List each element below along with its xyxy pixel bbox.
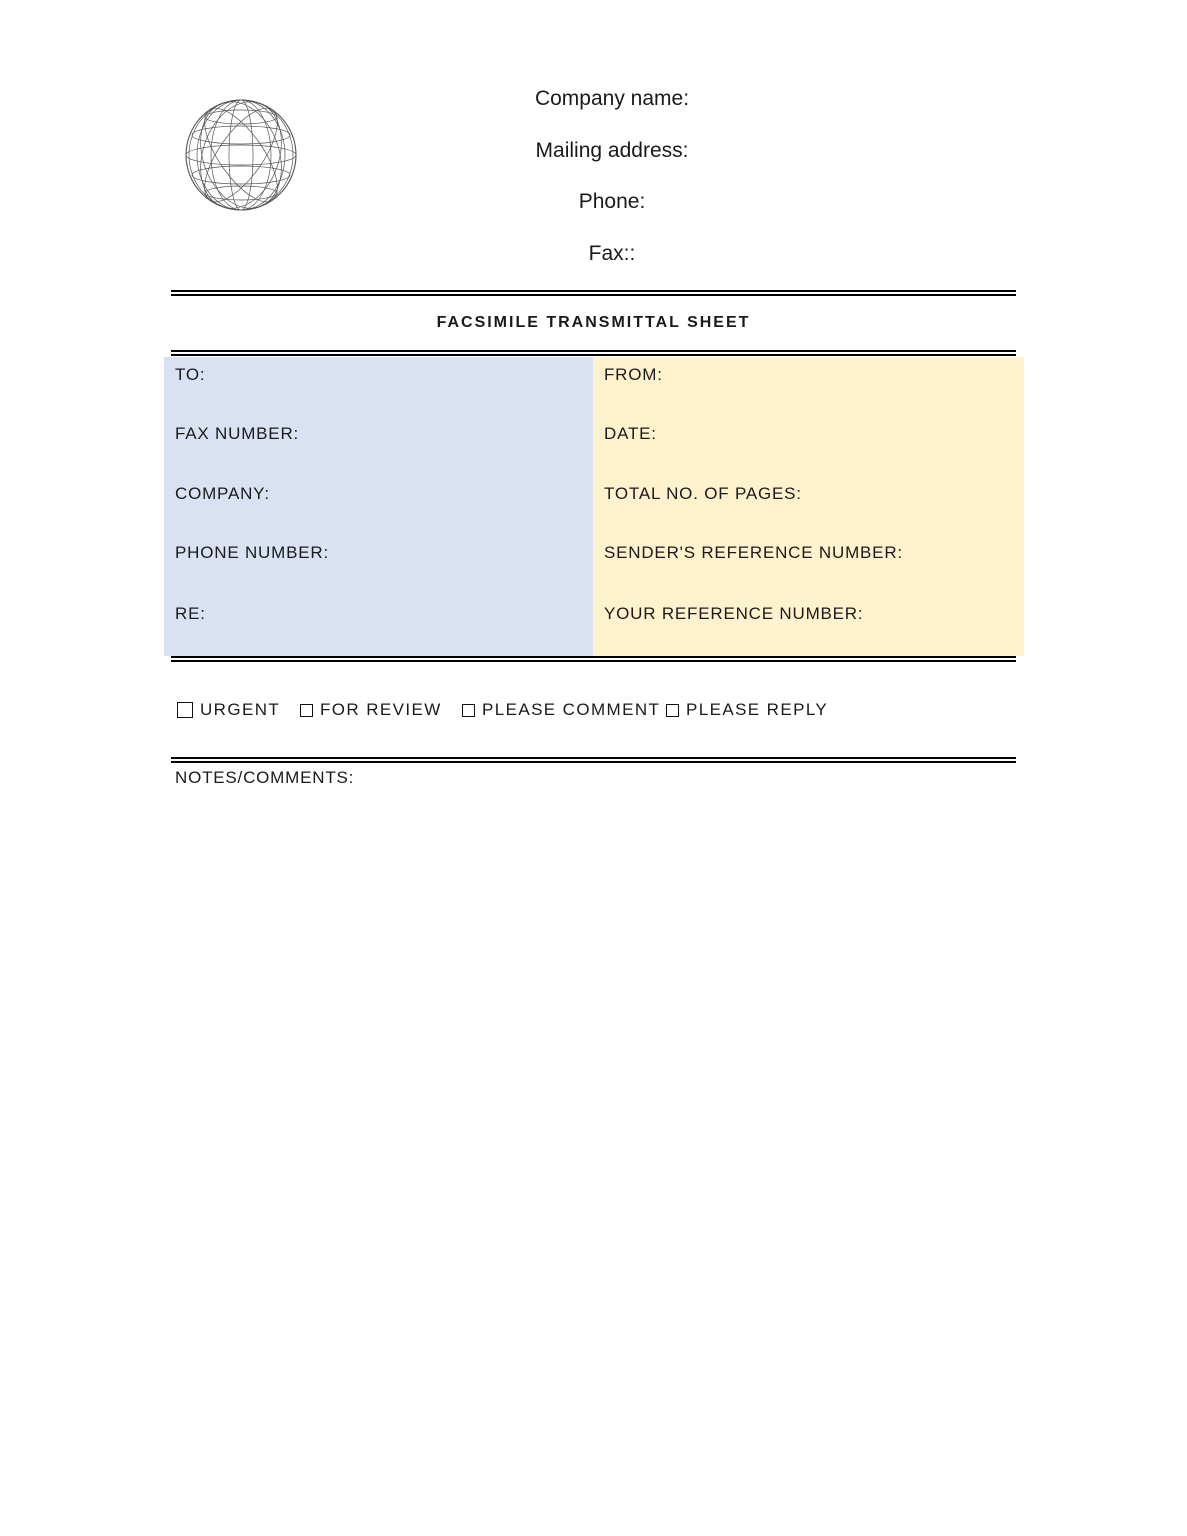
date-field[interactable]: DATE:	[604, 424, 657, 443]
senders-reference-field[interactable]: SENDER'S REFERENCE NUMBER:	[604, 543, 903, 562]
your-reference-field[interactable]: YOUR REFERENCE NUMBER:	[604, 604, 864, 623]
mailing-address-label: Mailing address:	[535, 139, 689, 162]
phone-number-field[interactable]: PHONE NUMBER:	[175, 543, 329, 562]
to-field[interactable]: TO:	[175, 365, 206, 384]
wireframe-globe-icon	[183, 97, 299, 213]
please-comment-label: PLEASE COMMENT	[482, 700, 661, 719]
fax-number-field[interactable]: FAX NUMBER:	[175, 424, 300, 443]
checkbox-icon[interactable]	[300, 704, 313, 717]
from-field[interactable]: FROM:	[604, 365, 663, 384]
please-reply-checkbox[interactable]	[666, 700, 828, 720]
checkbox-icon[interactable]	[462, 704, 475, 717]
page-title: FACSIMILE TRANSMITTAL SHEET	[436, 314, 751, 331]
divider	[171, 290, 1016, 296]
urgent-label: URGENT	[200, 700, 281, 719]
notes-comments-label[interactable]: NOTES/COMMENTS:	[175, 768, 355, 787]
for-review-label: FOR REVIEW	[320, 700, 442, 719]
please-reply-label: PLEASE REPLY	[686, 700, 829, 719]
divider	[171, 757, 1016, 763]
urgent-checkbox[interactable]	[177, 700, 280, 720]
divider	[171, 350, 1016, 356]
re-field[interactable]: RE:	[175, 604, 206, 623]
fax-label: Fax::	[588, 242, 636, 265]
divider	[171, 656, 1016, 662]
please-comment-checkbox[interactable]	[462, 700, 660, 720]
total-pages-field[interactable]: TOTAL NO. OF PAGES:	[604, 484, 802, 503]
recipient-panel	[164, 357, 593, 656]
phone-label: Phone:	[578, 190, 646, 213]
for-review-checkbox[interactable]	[300, 700, 442, 720]
checkbox-icon[interactable]	[177, 702, 193, 718]
checkbox-icon[interactable]	[666, 704, 679, 717]
company-field[interactable]: COMPANY:	[175, 484, 270, 503]
company-name-label: Company name:	[534, 87, 690, 110]
